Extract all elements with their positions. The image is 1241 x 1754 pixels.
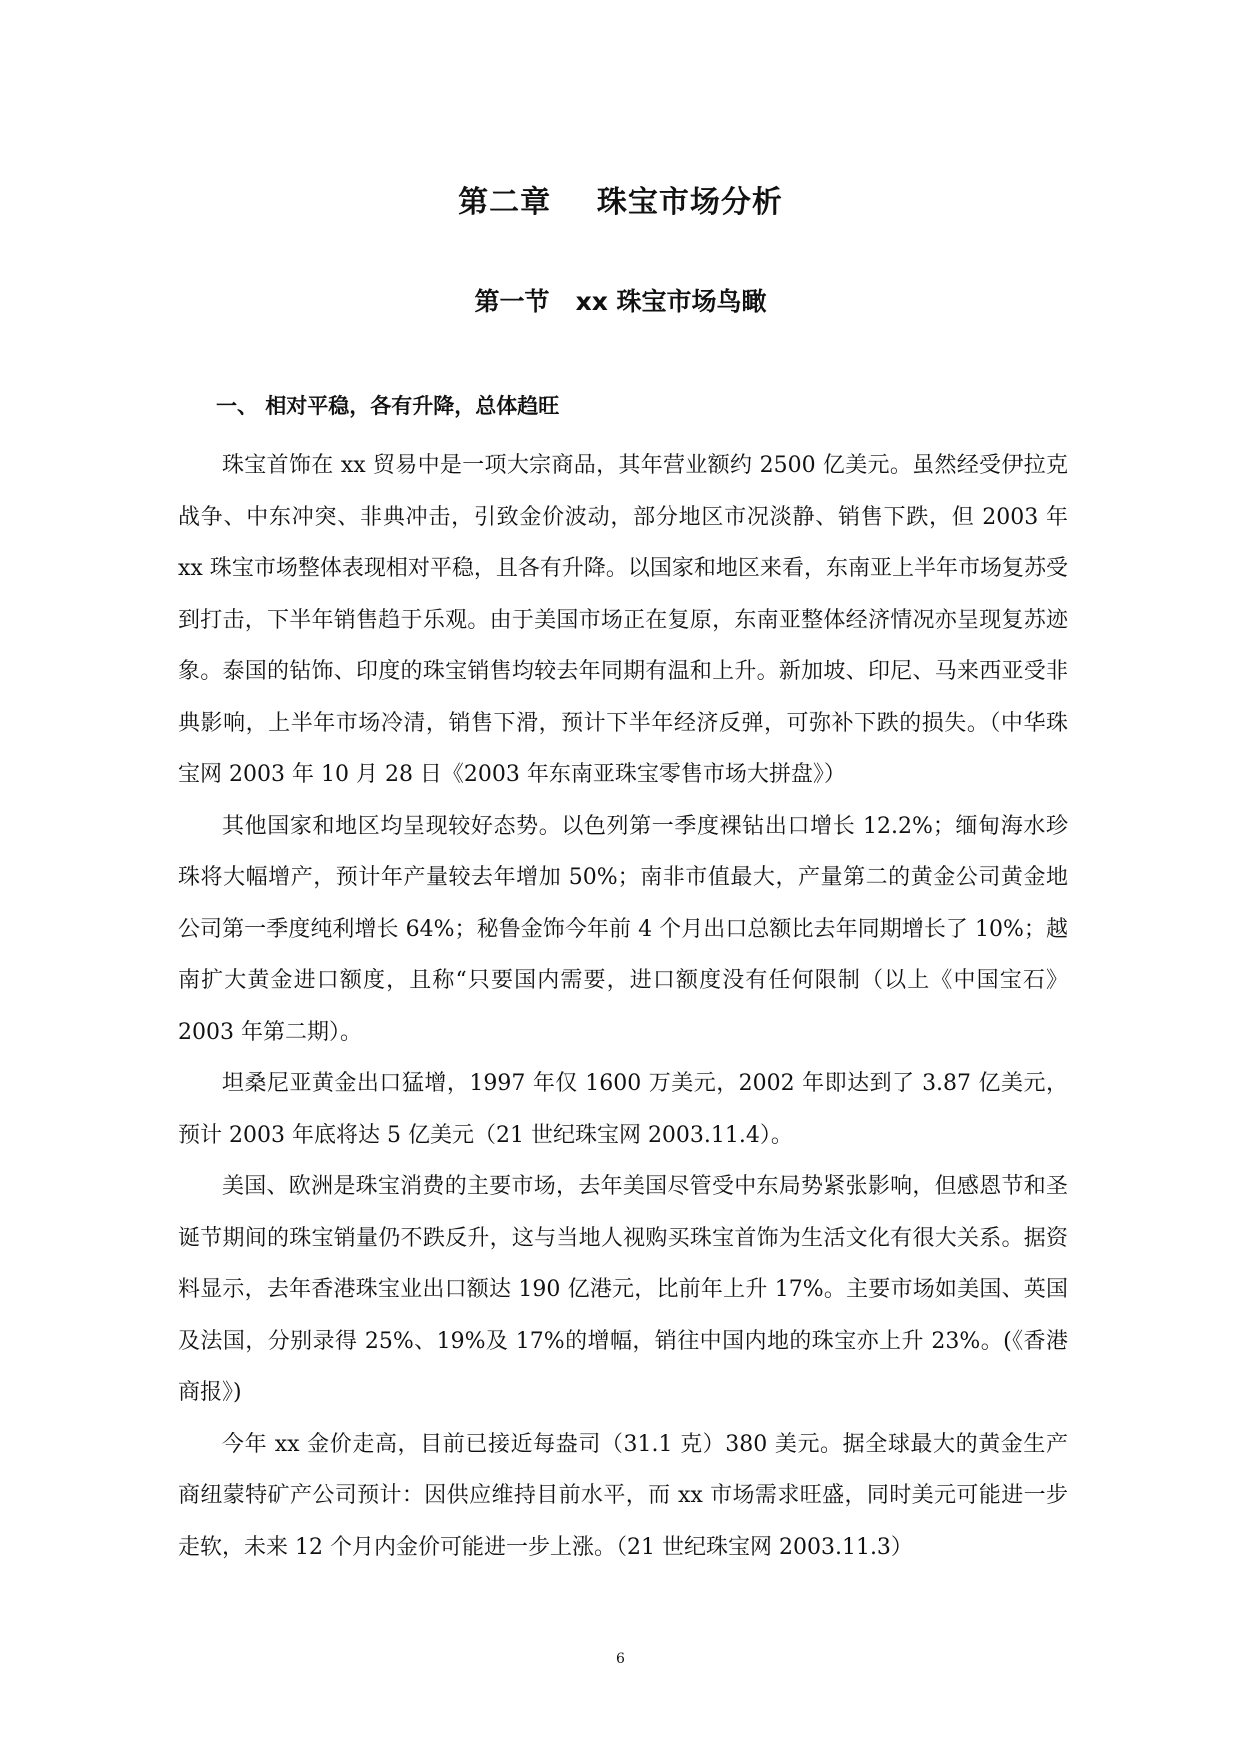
paragraph: 珠宝首饰在 xx 贸易中是一项大宗商品，其年营业额约 2500 亿美元。虽然经受伊拉克战争、中东冲突、非典冲击，引致金价波动，部分地区市况淡静、销售下跌，但 2003 年 xx 珠宝市场整体表现相对平稳，且各有升降。以国家和地区来看，东南亚上半年市场复苏受到打击，下半年销售趋于乐观。由于美国市场正在复原，东南亚整体经济情况亦呈现复苏迹象。泰国的钻饰、印度的珠宝销售均较去年同期有温和上升。新加坡、印尼、马来西亚受非典影响，上半年市场冷清，销售下滑，预计下半年经济反弹，可弥补下跌的损失。（中华珠宝网 2003 年 10 月 28 日《2003 年东南亚珠宝零售市场大拼盘》）: [178, 453, 1068, 787]
paragraph: 美国、欧洲是珠宝消费的主要市场，去年美国尽管受中东局势紧张影响，但感恩节和圣诞节期间的珠宝销量仍不跌反升，这与当地人视购买珠宝首饰为生活文化有很大关系。据资料显示，去年香港珠宝业出口额达 190 亿港元，比前年上升 17%。主要市场如美国、英国及法国，分别录得 25%、19%及 17%的增幅，销往中国内地的珠宝亦上升 23%。(《香港商报》): [178, 1174, 1068, 1405]
body-text: [178, 440, 1068, 1573]
section-title: 第一节 xx 珠宝市场鸟瞰: [474, 287, 767, 316]
page-number: 6: [616, 1651, 625, 1667]
paragraph: 其他国家和地区均呈现较好态势。以色列第一季度裸钻出口增长 12.2%；缅甸海水珍珠将大幅增产，预计年产量较去年增加 50%；南非市值最大，产量第二的黄金公司黄金地公司第一季度纯利增长 64%；秘鲁金饰今年前 4 个月出口总额比去年同期增长了 10%；越南扩大黄金进口额度，且称“只要国内需要，进口额度没有任何限制（以上《中国宝石》2003 年第二期）。: [178, 813, 1068, 1045]
chapter-title: 第二章 珠宝市场分析: [458, 185, 783, 220]
subheading: 一、 相对平稳，各有升降，总体趋旺: [216, 394, 560, 418]
paragraph: 坦桑尼亚黄金出口猛增，1997 年仅 1600 万美元，2002 年即达到了 3.87 亿美元，预计 2003 年底将达 5 亿美元（21 世纪珠宝网 2003.11.4）。: [178, 1071, 1068, 1148]
paragraph: 今年 xx 金价走高，目前已接近每盎司（31.1 克）380 美元。据全球最大的黄金生产商纽蒙特矿产公司预计：因供应维持目前水平，而 xx 市场需求旺盛，同时美元可能进一步走软，未来 12 个月内金价可能进一步上涨。（21 世纪珠宝网 2003.11.3）: [178, 1431, 1068, 1560]
